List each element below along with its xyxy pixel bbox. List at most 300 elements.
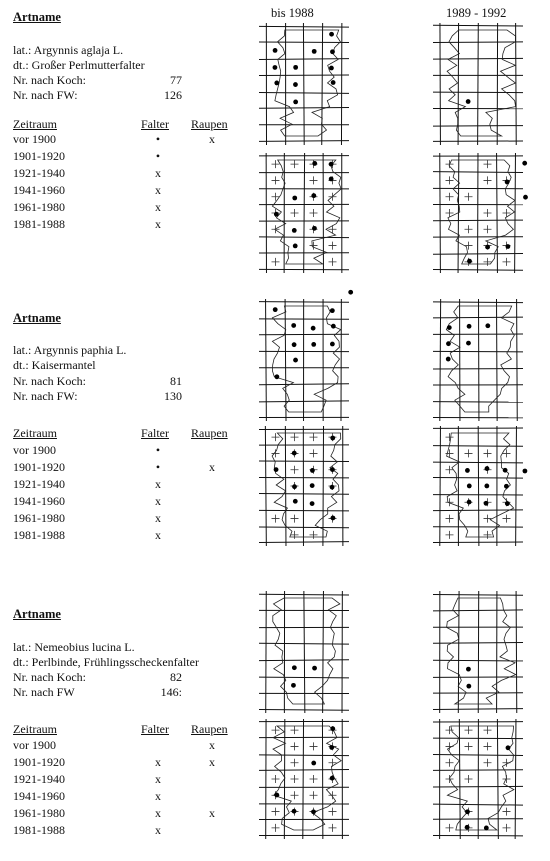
table-header-falter: Falter bbox=[141, 722, 169, 736]
map-cross-mark bbox=[272, 449, 280, 457]
species-heading: Artname bbox=[13, 10, 61, 24]
map-grid-line bbox=[440, 299, 441, 421]
koch-label: Nr. nach Koch: bbox=[13, 670, 86, 684]
distribution-map-1-lower-1989-1992 bbox=[428, 152, 528, 276]
map-grid-line bbox=[304, 153, 305, 273]
occurrence-dot bbox=[465, 809, 470, 814]
distribution-map-2-upper-bis-1988 bbox=[254, 298, 354, 424]
occurrence-dot bbox=[330, 436, 335, 441]
map-grid-line bbox=[259, 302, 349, 303]
occurrence-dot bbox=[329, 32, 334, 37]
map-cross-mark bbox=[465, 742, 473, 750]
map-cross-mark bbox=[503, 209, 511, 217]
species-heading: Artname bbox=[13, 311, 61, 325]
map-grid-line bbox=[433, 610, 523, 611]
period-cell: 1921-1940 bbox=[13, 477, 65, 491]
map-cross-mark bbox=[484, 726, 492, 734]
occurrence-dot bbox=[348, 290, 353, 295]
occurrence-dot bbox=[274, 374, 279, 379]
map-cross-mark bbox=[446, 433, 454, 441]
map-cross-mark bbox=[484, 225, 492, 233]
period-cell: 1981-1988 bbox=[13, 823, 65, 837]
occurrence-dot bbox=[291, 683, 296, 688]
occurrence-dot bbox=[447, 325, 452, 330]
map-grid-line bbox=[259, 769, 349, 770]
german-name: dt.: Perlbinde, Frühlingsscheckenfalter bbox=[13, 655, 199, 669]
latin-name: lat.: Argynnis paphia L. bbox=[13, 343, 127, 357]
distribution-map-2-lower-bis-1988 bbox=[254, 425, 354, 549]
occurrence-dot bbox=[467, 324, 472, 329]
map-grid-line bbox=[259, 26, 349, 27]
occurrence-dot bbox=[446, 357, 451, 362]
occurrence-dot bbox=[466, 684, 471, 689]
map-grid-line bbox=[433, 254, 523, 255]
map-grid-line bbox=[433, 804, 523, 805]
map-grid-line bbox=[259, 643, 349, 644]
falter-cell: x bbox=[155, 755, 161, 769]
map-grid-line bbox=[259, 594, 349, 595]
map-grid-line bbox=[440, 426, 441, 546]
occurrence-dot bbox=[331, 324, 336, 329]
occurrence-dot bbox=[329, 162, 334, 167]
occurrence-dot bbox=[312, 49, 317, 54]
map-grid-line bbox=[433, 446, 523, 447]
map-cross-mark bbox=[446, 759, 454, 767]
table-header-raupen: Raupen bbox=[191, 722, 228, 736]
map-cross-mark bbox=[291, 775, 299, 783]
map-grid-line bbox=[259, 59, 349, 60]
occurrence-dot bbox=[523, 195, 528, 200]
map-cross-mark bbox=[484, 742, 492, 750]
latin-name: lat.: Nemeobius lucina L. bbox=[13, 640, 135, 654]
map-cross-mark bbox=[446, 726, 454, 734]
distribution-map-2-upper-1989-1992 bbox=[428, 298, 528, 424]
map-grid-line bbox=[433, 42, 523, 43]
falter-cell: • bbox=[155, 443, 161, 457]
occurrence-dot bbox=[310, 468, 315, 473]
latin-name: lat.: Argynnis aglaja L. bbox=[13, 43, 124, 57]
map-grid-line bbox=[266, 591, 267, 713]
map-cross-mark bbox=[484, 258, 492, 266]
map-grid-line bbox=[259, 461, 349, 462]
region-outline bbox=[447, 433, 514, 537]
occurrence-dot bbox=[329, 745, 334, 750]
map-cross-mark bbox=[446, 498, 454, 506]
map-cross-mark bbox=[465, 726, 473, 734]
region-outline bbox=[272, 433, 341, 537]
occurrence-dot bbox=[330, 485, 335, 490]
map-grid-line bbox=[433, 25, 523, 26]
occurrence-dot bbox=[505, 501, 510, 506]
occurrence-dot bbox=[505, 244, 510, 249]
map-cross-mark bbox=[310, 531, 318, 539]
falter-cell: x bbox=[155, 494, 161, 508]
map-cross-mark bbox=[484, 209, 492, 217]
map-grid-line bbox=[259, 755, 349, 756]
period-cell: 1921-1940 bbox=[13, 166, 65, 180]
map-grid-line bbox=[497, 153, 498, 273]
map-cross-mark bbox=[446, 775, 454, 783]
map-grid-line bbox=[265, 426, 266, 546]
period-cell: 1941-1960 bbox=[13, 789, 65, 803]
falter-cell: x bbox=[155, 772, 161, 786]
table-header-falter: Falter bbox=[141, 117, 169, 131]
occurrence-dot bbox=[484, 826, 489, 831]
falter-cell: • bbox=[155, 149, 161, 163]
occurrence-dot bbox=[274, 467, 279, 472]
map-cross-mark bbox=[503, 515, 511, 523]
falter-cell: x bbox=[155, 183, 161, 197]
map-cross-mark bbox=[503, 824, 511, 832]
map-grid-line bbox=[433, 477, 523, 478]
map-grid-line bbox=[259, 141, 349, 142]
map-cross-mark bbox=[310, 742, 318, 750]
map-grid-line bbox=[259, 542, 349, 543]
map-grid-line bbox=[303, 23, 304, 145]
occurrence-dot bbox=[506, 745, 511, 750]
occurrence-dot bbox=[293, 358, 298, 363]
occurrence-dot bbox=[466, 341, 471, 346]
occurrence-dot bbox=[273, 307, 278, 312]
map-cross-mark bbox=[503, 258, 511, 266]
occurrence-dot bbox=[466, 99, 471, 104]
map-cross-mark bbox=[465, 775, 473, 783]
raupen-cell: x bbox=[209, 806, 215, 820]
map-grid-line bbox=[433, 351, 523, 352]
period-cell: 1961-1980 bbox=[13, 511, 65, 525]
distribution-map-3-upper-1989-1992 bbox=[428, 590, 528, 716]
occurrence-dot bbox=[466, 667, 471, 672]
falter-cell: x bbox=[155, 200, 161, 214]
occurrence-dot bbox=[505, 179, 510, 184]
map-cross-mark bbox=[329, 258, 337, 266]
map-cross-mark bbox=[310, 449, 318, 457]
fw-label: Nr. nach FW: bbox=[13, 88, 78, 102]
period-cell: 1961-1980 bbox=[13, 806, 65, 820]
occurrence-dot bbox=[311, 193, 316, 198]
map-grid-line bbox=[433, 172, 523, 173]
map-cross-mark bbox=[291, 160, 299, 168]
occurrence-dot bbox=[274, 81, 279, 86]
fw-value: 130 bbox=[164, 389, 182, 403]
period-cell: 1921-1940 bbox=[13, 772, 65, 786]
map-cross-mark bbox=[272, 193, 280, 201]
occurrence-dot bbox=[504, 484, 509, 489]
map-cross-mark bbox=[272, 258, 280, 266]
falter-cell: x bbox=[155, 806, 161, 820]
map-cross-mark bbox=[329, 225, 337, 233]
map-grid-line bbox=[433, 58, 523, 59]
map-cross-mark bbox=[446, 824, 454, 832]
species-heading: Artname bbox=[13, 607, 61, 621]
occurrence-dot bbox=[446, 341, 451, 346]
map-cross-mark bbox=[465, 242, 473, 250]
map-grid-line bbox=[323, 591, 324, 713]
occurrence-dot bbox=[311, 761, 316, 766]
map-grid-line bbox=[259, 660, 349, 661]
occurrence-dot bbox=[310, 501, 315, 506]
map-grid-line bbox=[433, 302, 523, 303]
distribution-map-3-upper-bis-1988 bbox=[254, 590, 354, 716]
occurrence-dot bbox=[465, 825, 470, 830]
map-cross-mark bbox=[484, 759, 492, 767]
raupen-cell: x bbox=[209, 132, 215, 146]
occurrence-dot bbox=[310, 483, 315, 488]
occurrence-dot bbox=[292, 196, 297, 201]
occurrence-dot bbox=[330, 342, 335, 347]
occurrence-dot bbox=[293, 499, 298, 504]
period-cell: 1961-1980 bbox=[13, 200, 65, 214]
map-cross-mark bbox=[484, 160, 492, 168]
map-grid-line bbox=[433, 819, 523, 820]
koch-label: Nr. nach Koch: bbox=[13, 73, 86, 87]
occurrence-dot bbox=[291, 323, 296, 328]
occurrence-dot bbox=[329, 66, 334, 71]
occurrence-dot bbox=[311, 326, 316, 331]
occurrence-dot bbox=[273, 65, 278, 70]
period-cell: 1981-1988 bbox=[13, 528, 65, 542]
map-cross-mark bbox=[484, 515, 492, 523]
map-cross-mark bbox=[446, 531, 454, 539]
period-cell: 1901-1920 bbox=[13, 460, 65, 474]
map-cross-mark bbox=[329, 242, 337, 250]
map-grid-line bbox=[259, 237, 349, 238]
map-grid-line bbox=[433, 220, 523, 221]
occurrence-dot bbox=[503, 468, 508, 473]
map-cross-mark bbox=[291, 209, 299, 217]
occurrence-dot bbox=[330, 49, 335, 54]
distribution-map-1-upper-bis-1988 bbox=[254, 22, 354, 148]
map-cross-mark bbox=[503, 808, 511, 816]
falter-cell: x bbox=[155, 477, 161, 491]
table-header-period: Zeitraum bbox=[13, 426, 57, 440]
occurrence-dot bbox=[274, 793, 279, 798]
table-header-falter: Falter bbox=[141, 426, 169, 440]
map-grid-line bbox=[433, 402, 523, 403]
occurrence-dot bbox=[330, 308, 335, 313]
map-grid-line bbox=[433, 754, 523, 755]
map-grid-line bbox=[433, 317, 523, 318]
map-cross-mark bbox=[329, 808, 337, 816]
table-header-period: Zeitraum bbox=[13, 722, 57, 736]
fw-value: 126 bbox=[164, 88, 182, 102]
fw-value: 146: bbox=[160, 685, 182, 699]
map-cross-mark bbox=[291, 433, 299, 441]
region-outline bbox=[447, 726, 514, 830]
occurrence-dot bbox=[273, 48, 278, 53]
map-grid-line bbox=[433, 462, 523, 463]
falter-cell: x bbox=[155, 166, 161, 180]
period-cell: vor 1900 bbox=[13, 738, 56, 752]
map-cross-mark bbox=[310, 433, 318, 441]
raupen-cell: x bbox=[209, 460, 215, 474]
map-grid-line bbox=[516, 591, 517, 713]
fw-label: Nr. nach FW: bbox=[13, 389, 78, 403]
map-cross-mark bbox=[291, 791, 299, 799]
occurrence-dot bbox=[330, 726, 335, 731]
occurrence-dot bbox=[293, 100, 298, 105]
falter-cell: x bbox=[155, 823, 161, 837]
occurrence-dot bbox=[465, 468, 470, 473]
map-cross-mark bbox=[446, 160, 454, 168]
map-grid-line bbox=[304, 591, 305, 713]
map-cross-mark bbox=[329, 791, 337, 799]
occurrence-dot bbox=[467, 259, 472, 264]
map-cross-mark bbox=[484, 176, 492, 184]
map-cross-mark bbox=[291, 466, 299, 474]
falter-cell: x bbox=[155, 511, 161, 525]
koch-value: 77 bbox=[170, 73, 182, 87]
map-grid-line bbox=[433, 269, 523, 270]
map-grid-line bbox=[259, 401, 349, 402]
occurrence-dot bbox=[293, 65, 298, 70]
koch-value: 81 bbox=[170, 374, 182, 388]
map-grid-line bbox=[259, 92, 349, 93]
occurrence-dot bbox=[484, 501, 489, 506]
map-cross-mark bbox=[272, 515, 280, 523]
occurrence-dot bbox=[292, 665, 297, 670]
map-cross-mark bbox=[272, 824, 280, 832]
region-outline bbox=[272, 160, 341, 264]
occurrence-dot bbox=[331, 80, 336, 85]
period-cell: 1901-1920 bbox=[13, 149, 65, 163]
map-grid-line bbox=[433, 595, 523, 596]
occurrence-dot bbox=[485, 466, 490, 471]
occurrence-dot bbox=[467, 484, 472, 489]
falter-cell: x bbox=[155, 217, 161, 231]
map-grid-line bbox=[322, 23, 323, 145]
occurrence-dot bbox=[292, 809, 297, 814]
fw-label: Nr. nach FW bbox=[13, 685, 75, 699]
map-cross-mark bbox=[446, 193, 454, 201]
map-cross-mark bbox=[291, 515, 299, 523]
map-grid-line bbox=[440, 153, 441, 273]
map-cross-mark bbox=[291, 726, 299, 734]
map-cross-mark bbox=[291, 759, 299, 767]
map-grid-line bbox=[259, 710, 349, 711]
falter-cell: • bbox=[155, 460, 161, 474]
koch-value: 82 bbox=[170, 670, 182, 684]
map-grid-line bbox=[259, 108, 349, 109]
map-cross-mark bbox=[465, 193, 473, 201]
occurrence-dot bbox=[522, 161, 527, 166]
occurrence-dot bbox=[312, 226, 317, 231]
map-cross-mark bbox=[310, 209, 318, 217]
occurrence-dot bbox=[329, 177, 334, 182]
occurrence-dot bbox=[467, 500, 472, 505]
region-outline bbox=[272, 306, 340, 412]
period-cell: vor 1900 bbox=[13, 443, 56, 457]
occurrence-dot bbox=[292, 228, 297, 233]
occurrence-dot bbox=[331, 516, 336, 521]
map-cross-mark bbox=[310, 775, 318, 783]
map-grid-line bbox=[458, 23, 459, 145]
region-outline bbox=[447, 598, 516, 704]
occurrence-dot bbox=[292, 451, 297, 456]
column-header-bis-1988: bis 1988 bbox=[271, 6, 314, 20]
distribution-map-3-lower-bis-1988 bbox=[254, 718, 354, 842]
raupen-cell: x bbox=[209, 738, 215, 752]
period-cell: 1941-1960 bbox=[13, 494, 65, 508]
occurrence-dot bbox=[292, 484, 297, 489]
region-outline bbox=[273, 598, 340, 704]
column-header-1989-1992: 1989 - 1992 bbox=[446, 6, 507, 20]
map-cross-mark bbox=[446, 742, 454, 750]
period-cell: vor 1900 bbox=[13, 132, 56, 146]
map-grid-line bbox=[266, 299, 267, 421]
map-cross-mark bbox=[272, 808, 280, 816]
occurrence-dot bbox=[523, 469, 528, 474]
region-outline bbox=[447, 30, 515, 136]
map-cross-mark bbox=[310, 791, 318, 799]
distribution-map-3-lower-1989-1992 bbox=[428, 718, 528, 842]
occurrence-dot bbox=[485, 245, 490, 250]
map-cross-mark bbox=[484, 449, 492, 457]
occurrence-dot bbox=[485, 323, 490, 328]
table-header-period: Zeitraum bbox=[13, 117, 57, 131]
occurrence-dot bbox=[292, 342, 297, 347]
map-cross-mark bbox=[329, 759, 337, 767]
occurrence-dot bbox=[484, 484, 489, 489]
map-cross-mark bbox=[503, 775, 511, 783]
occurrence-dot bbox=[274, 212, 279, 217]
map-grid-line bbox=[259, 677, 349, 678]
map-cross-mark bbox=[465, 449, 473, 457]
map-cross-mark bbox=[329, 824, 337, 832]
map-grid-line bbox=[433, 642, 523, 643]
occurrence-dot bbox=[311, 809, 316, 814]
map-grid-line bbox=[458, 591, 459, 713]
german-name: dt.: Großer Perlmutterfalter bbox=[13, 58, 145, 72]
period-cell: 1901-1920 bbox=[13, 755, 65, 769]
falter-cell: • bbox=[155, 132, 161, 146]
occurrence-dot bbox=[293, 243, 298, 248]
map-cross-mark bbox=[291, 742, 299, 750]
map-grid-line bbox=[433, 738, 523, 739]
distribution-map-2-lower-1989-1992 bbox=[428, 425, 528, 549]
raupen-cell: x bbox=[209, 755, 215, 769]
region-outline bbox=[275, 30, 341, 136]
occurrence-dot bbox=[330, 776, 335, 781]
distribution-map-1-upper-1989-1992 bbox=[428, 22, 528, 148]
map-cross-mark bbox=[465, 225, 473, 233]
occurrence-dot bbox=[312, 666, 317, 671]
koch-label: Nr. nach Koch: bbox=[13, 374, 86, 388]
table-header-raupen: Raupen bbox=[191, 117, 228, 131]
map-grid-line bbox=[259, 527, 349, 528]
period-cell: 1941-1960 bbox=[13, 183, 65, 197]
map-grid-line bbox=[515, 153, 516, 273]
map-cross-mark bbox=[484, 531, 492, 539]
falter-cell: x bbox=[155, 789, 161, 803]
map-grid-line bbox=[433, 709, 523, 710]
map-grid-line bbox=[433, 770, 523, 771]
map-grid-line bbox=[478, 426, 479, 546]
map-grid-line bbox=[515, 719, 516, 839]
map-grid-line bbox=[285, 426, 286, 546]
occurrence-dot bbox=[330, 467, 335, 472]
occurrence-dot bbox=[311, 342, 316, 347]
german-name: dt.: Kaisermantel bbox=[13, 358, 96, 372]
map-cross-mark bbox=[446, 176, 454, 184]
map-grid-line bbox=[516, 426, 517, 546]
distribution-map-1-lower-bis-1988 bbox=[254, 152, 354, 276]
map-cross-mark bbox=[272, 775, 280, 783]
map-grid-line bbox=[478, 23, 479, 145]
falter-cell: x bbox=[155, 528, 161, 542]
map-grid-line bbox=[285, 299, 286, 421]
map-grid-line bbox=[497, 719, 498, 839]
